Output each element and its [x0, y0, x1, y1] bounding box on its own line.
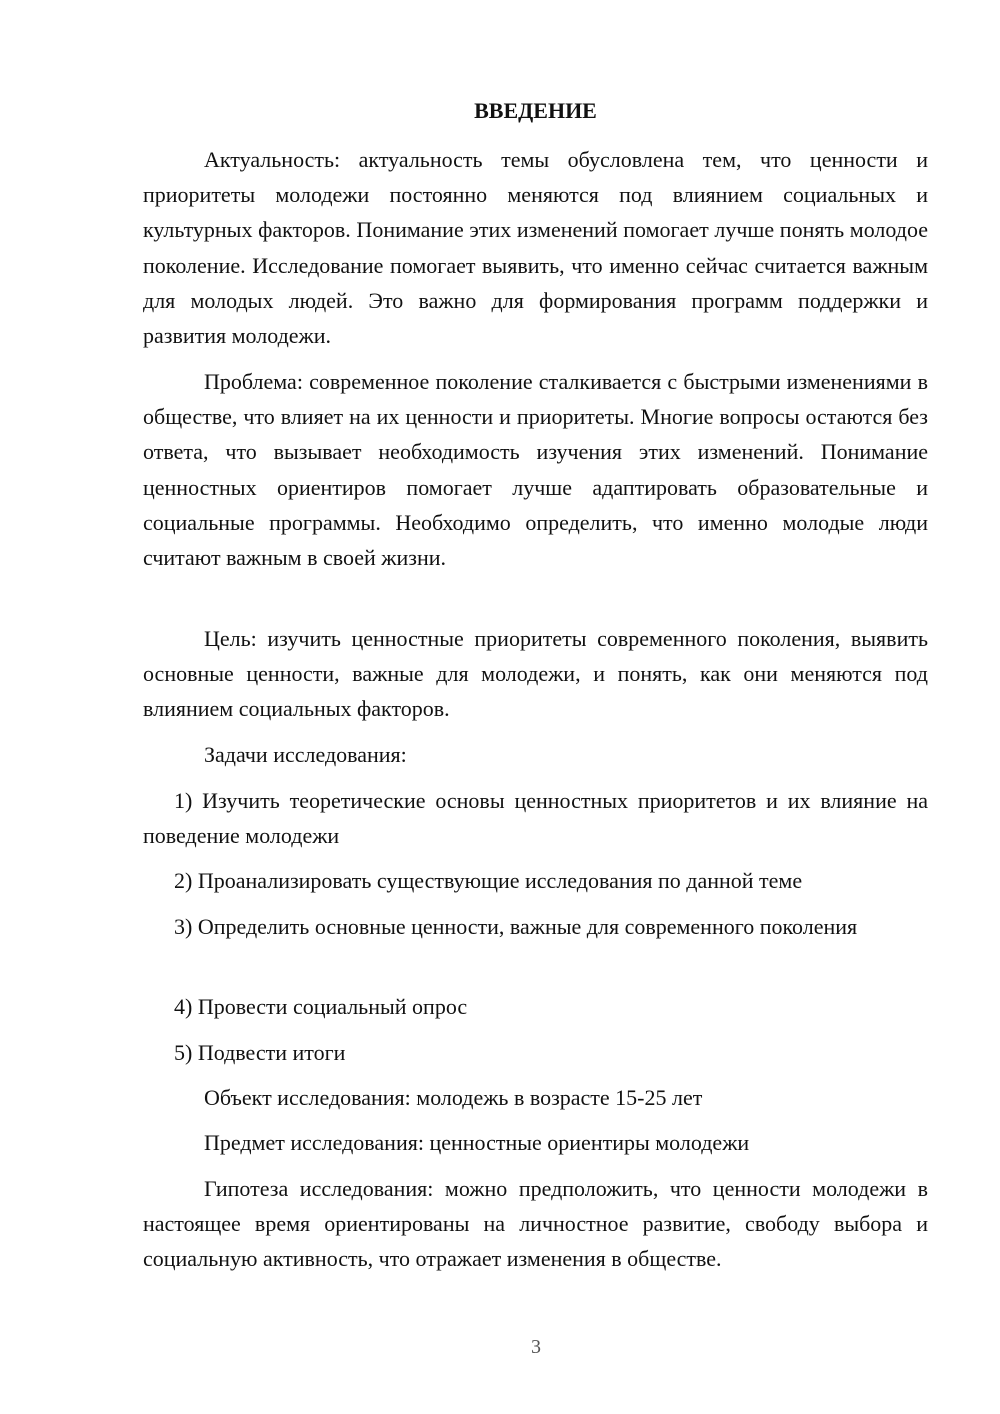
hypothesis-paragraph: Гипотеза исследования: можно предположить, что ценности молодежи в настоящее время ориентированы на личностное развитие, свободу выбора и социальную активность, что отражает изменения в обществе. — [143, 1176, 928, 1272]
task-item-4: 4) Провести социальный опрос — [174, 994, 468, 1019]
task-item-5: 5) Подвести итоги — [174, 1040, 346, 1065]
page-number: 3 — [531, 1336, 541, 1358]
task-item-1: 1) Изучить теоретические основы ценностных приоритетов и их влияние на поведение молодежи — [143, 788, 928, 849]
task-item-3: 3) Определить основные ценности, важные для современного поколения — [174, 914, 858, 939]
goal-paragraph: Цель: изучить ценностные приоритеты современного поколения, выявить основные ценности, важные для молодежи, и понять, как они меняются под влиянием социальных факторов. — [143, 626, 928, 722]
tasks-heading: Задачи исследования: — [204, 742, 407, 767]
relevance-paragraph: Актуальность: актуальность темы обусловлена тем, что ценности и приоритеты молодежи постоянно меняются под влиянием социальных и культурных факторов. Понимание этих изменений помогает лучше понять молодое поколение. Исследование помогает выявить, что именно сейчас считается важным для молодых людей. Это важно для формирования программ поддержки и развития молодежи. — [143, 147, 928, 349]
task-item-2: 2) Проанализировать существующие исследования по данной теме — [174, 868, 803, 893]
problem-paragraph: Проблема: современное поколение сталкивается с быстрыми изменениями в обществе, что влияет на их ценности и приоритеты. Многие вопросы остаются без ответа, что вызывает необходимость изучения этих изменений. Понимание ценностных ориентиров помогает лучше адаптировать образовательные и социальные программы. Необходимо определить, что именно молодые люди считают важным в своей жизни. — [143, 369, 928, 571]
object-paragraph: Объект исследования: молодежь в возрасте 15-25 лет — [204, 1085, 703, 1110]
subject-paragraph: Предмет исследования: ценностные ориентиры молодежи — [204, 1130, 750, 1155]
section-title: ВВЕДЕНИЕ — [474, 98, 597, 123]
